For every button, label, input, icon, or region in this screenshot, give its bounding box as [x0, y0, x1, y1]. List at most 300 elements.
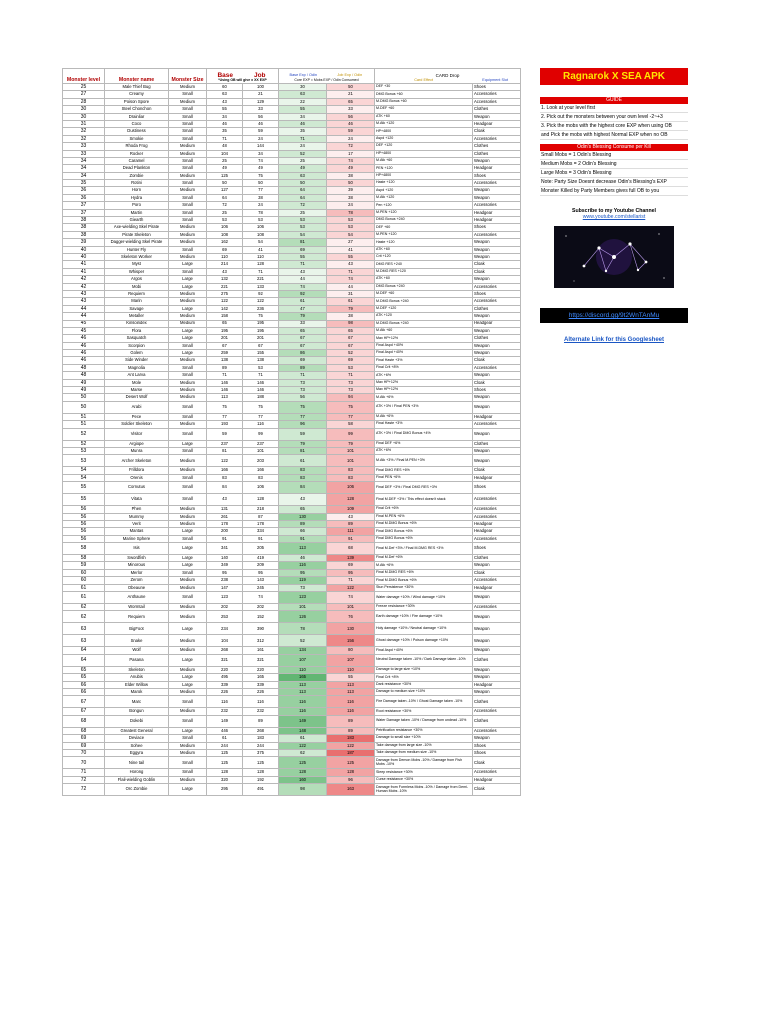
job-exp: 232 — [243, 708, 279, 715]
base-exp: 83 — [207, 474, 243, 481]
table-row — [63, 143, 521, 150]
base-exp: 495 — [207, 674, 243, 681]
monster-level: 65 — [63, 674, 105, 681]
equipment-slot: Weapon — [473, 372, 521, 379]
equipment-slot: Weapon — [473, 674, 521, 681]
monster-size: Medium — [169, 708, 207, 715]
table-row — [63, 513, 521, 520]
equipment-slot: Shoes — [473, 290, 521, 297]
core-job-exp: 83 — [327, 467, 375, 474]
table-row — [63, 635, 521, 647]
monster-name: Visitor — [105, 428, 169, 440]
header-card-top: CARD Drop — [435, 73, 460, 78]
equipment-slot: Weapon — [473, 635, 521, 647]
card-effect: Final M.DMG Bonus +6% — [375, 577, 473, 584]
equipment-slot: Shoes — [473, 172, 521, 179]
equipment-slot: Cloak — [473, 757, 521, 769]
card-effect: M.Atk +120 — [375, 194, 473, 201]
monster-name: Horn — [105, 187, 169, 194]
card-effect: M.PEN +120 — [375, 209, 473, 216]
discord-link[interactable]: https://discord.gg/9t2WnTAnMu — [540, 308, 688, 323]
core-job-exp: 73 — [327, 379, 375, 386]
base-exp: 321 — [207, 654, 243, 666]
monster-size: Large — [169, 562, 207, 569]
monster-level: 52 — [63, 440, 105, 447]
core-base-exp: 30 — [279, 84, 327, 91]
core-job-exp: 116 — [327, 708, 375, 715]
card-effect: Damage from Formless Mobs -10% / Damage from Demi-Human Mobs -10% — [375, 784, 473, 796]
monster-level: 38 — [63, 224, 105, 231]
card-effect: DMG RES +240 — [375, 261, 473, 268]
base-exp: 108 — [207, 231, 243, 238]
table-row — [63, 757, 521, 769]
monster-name: Rhoda Frog — [105, 143, 169, 150]
table-row — [63, 239, 521, 246]
base-exp: 48 — [207, 143, 243, 150]
monster-level: 56 — [63, 535, 105, 542]
core-base-exp: 128 — [279, 769, 327, 776]
base-exp: 146 — [207, 379, 243, 386]
table-row — [63, 467, 521, 474]
monster-name: Vitata — [105, 494, 169, 506]
core-job-exp: 95 — [327, 569, 375, 576]
core-base-exp: 75 — [279, 401, 327, 413]
equipment-slot: Weapon — [473, 276, 521, 283]
core-base-exp: 71 — [279, 135, 327, 142]
table-row — [63, 535, 521, 542]
monster-size: Medium — [169, 520, 207, 527]
card-effect: DEF +120 — [375, 143, 473, 150]
monster-level: 68 — [63, 727, 105, 734]
equipment-slot: Weapon — [473, 350, 521, 357]
monster-name: BigFoot — [105, 623, 169, 635]
job-exp: 209 — [243, 562, 279, 569]
core-base-exp: 22 — [279, 98, 327, 105]
job-exp: 101 — [243, 447, 279, 454]
monster-name: Obeaune — [105, 584, 169, 591]
table-row — [63, 569, 521, 576]
equipment-slot: Weapon — [473, 342, 521, 349]
core-job-exp: 130 — [327, 623, 375, 635]
core-base-exp: 160 — [279, 776, 327, 783]
table-row — [63, 194, 521, 201]
table-row — [63, 180, 521, 187]
job-exp: 106 — [243, 482, 279, 494]
job-exp: 92 — [243, 290, 279, 297]
card-effect: Ghost damage +10% / Poison damage +10% — [375, 635, 473, 647]
monster-name: Marin — [105, 298, 169, 305]
core-job-exp: 38 — [327, 313, 375, 320]
card-effect: Water Damage taken -10% / Damage from undead -10% — [375, 715, 473, 727]
monster-name: Magnolia — [105, 364, 169, 371]
core-job-exp: 24 — [327, 135, 375, 142]
monster-level: 46 — [63, 357, 105, 364]
monster-level: 62 — [63, 604, 105, 611]
job-exp: 89 — [243, 715, 279, 727]
core-job-exp: 128 — [327, 494, 375, 506]
table-row — [63, 106, 521, 113]
table-row — [63, 681, 521, 688]
job-exp: 155 — [243, 350, 279, 357]
job-exp: 192 — [243, 776, 279, 783]
core-job-exp: 56 — [327, 113, 375, 120]
monster-name: Marse — [105, 387, 169, 394]
monster-size: Medium — [169, 421, 207, 428]
monster-name: Elder Willow — [105, 681, 169, 688]
monster-name: Skeleton Worker — [105, 253, 169, 260]
monster-name: Greatest General — [105, 727, 169, 734]
table-row — [63, 113, 521, 120]
job-exp: 87 — [243, 513, 279, 520]
table-row — [63, 428, 521, 440]
monster-level: 60 — [63, 577, 105, 584]
job-exp: 419 — [243, 555, 279, 562]
monster-level: 49 — [63, 387, 105, 394]
core-job-exp: 38 — [327, 194, 375, 201]
core-base-exp: 113 — [279, 689, 327, 696]
equipment-slot: Accessories — [473, 513, 521, 520]
core-base-exp: 35 — [279, 128, 327, 135]
base-exp: 128 — [207, 769, 243, 776]
card-effect: Max HP+12% — [375, 379, 473, 386]
card-effect: ATK +6% — [375, 372, 473, 379]
table-row — [63, 261, 521, 268]
core-job-exp: 122 — [327, 584, 375, 591]
job-exp: 202 — [243, 604, 279, 611]
card-effect: M.DMG Bonus +240 — [375, 298, 473, 305]
monster-level: 42 — [63, 276, 105, 283]
base-exp: 67 — [207, 342, 243, 349]
alternate-sheet-link[interactable]: Alternate Link for this Googlesheet — [563, 337, 664, 343]
base-exp: 71 — [207, 372, 243, 379]
card-effect: Damage to small size +10% — [375, 735, 473, 742]
job-exp: 226 — [243, 689, 279, 696]
job-exp: 75 — [243, 401, 279, 413]
core-base-exp: 83 — [279, 467, 327, 474]
monster-level: 43 — [63, 290, 105, 297]
monster-name: Scorpion — [105, 342, 169, 349]
card-effect: Curse resistance +30% — [375, 776, 473, 783]
base-exp: 106 — [207, 224, 243, 231]
equipment-slot: Weapon — [473, 313, 521, 320]
youtube-link[interactable]: www.youtube.com/stellarist — [582, 214, 646, 220]
core-base-exp: 83 — [279, 474, 327, 481]
card-effect: Pen +120 — [375, 202, 473, 209]
card-effect: DMG Bonus +240 — [375, 217, 473, 224]
job-exp: 46 — [243, 120, 279, 127]
job-exp: 41 — [243, 246, 279, 253]
base-exp: 64 — [207, 194, 243, 201]
equipment-slot: Weapon — [473, 735, 521, 742]
base-exp: 59 — [207, 428, 243, 440]
card-effect: M.Atk +6% — [375, 562, 473, 569]
monster-name: Orc Zombie — [105, 784, 169, 796]
header-card-effect: Card Effect — [414, 78, 434, 82]
table-row — [63, 455, 521, 467]
table-row — [63, 494, 521, 506]
base-exp: 140 — [207, 555, 243, 562]
job-exp: 67 — [243, 342, 279, 349]
monster-level: 37 — [63, 202, 105, 209]
monster-level: 41 — [63, 261, 105, 268]
monster-level: 48 — [63, 372, 105, 379]
header-core-top: Base Exp / Odin — [289, 73, 317, 77]
job-exp: 312 — [243, 635, 279, 647]
core-job-exp: 111 — [327, 528, 375, 535]
monster-name: Axe-wielding Skel Pirate — [105, 224, 169, 231]
base-exp: 244 — [207, 742, 243, 749]
monster-level: 52 — [63, 428, 105, 440]
job-exp: 116 — [243, 421, 279, 428]
equipment-slot: Accessories — [473, 202, 521, 209]
monster-size: Small — [169, 413, 207, 420]
job-exp: 166 — [243, 467, 279, 474]
table-row — [63, 735, 521, 742]
card-effect: M.DMG Bonus +240 — [375, 320, 473, 327]
equipment-slot: Weapon — [473, 562, 521, 569]
equipment-slot: Headgear — [473, 528, 521, 535]
table-row — [63, 276, 521, 283]
table-row — [63, 623, 521, 635]
core-base-exp: 44 — [279, 276, 327, 283]
job-exp: 221 — [243, 276, 279, 283]
monster-level: 62 — [63, 611, 105, 623]
core-base-exp: 63 — [279, 91, 327, 98]
core-job-exp: 41 — [327, 246, 375, 253]
job-exp: 390 — [243, 623, 279, 635]
core-job-exp: 72 — [327, 143, 375, 150]
table-row — [63, 187, 521, 194]
card-effect: Damage to medium size +10% — [375, 689, 473, 696]
table-row — [63, 217, 521, 224]
base-exp: 55 — [207, 106, 243, 113]
core-base-exp: 71 — [279, 261, 327, 268]
monster-name: Coco — [105, 120, 169, 127]
monster-name: Caramel — [105, 157, 169, 164]
monster-size: Small — [169, 268, 207, 275]
base-exp: 261 — [207, 513, 243, 520]
monster-size: Medium — [169, 224, 207, 231]
monster-size: Large — [169, 276, 207, 283]
core-job-exp: 68 — [327, 543, 375, 555]
monster-name: Cornutus — [105, 482, 169, 494]
core-job-exp: 55 — [327, 253, 375, 260]
core-job-exp: 156 — [327, 635, 375, 647]
job-exp: 83 — [243, 474, 279, 481]
guide-header: GUIDE — [540, 97, 688, 104]
monster-name: Myst — [105, 261, 169, 268]
monster-name: Desert Wolf — [105, 394, 169, 401]
equipment-slot: Accessories — [473, 91, 521, 98]
base-exp: 77 — [207, 413, 243, 420]
monster-level: 34 — [63, 165, 105, 172]
monster-name: Metaller — [105, 313, 169, 320]
job-exp: 178 — [243, 520, 279, 527]
base-exp: 25 — [207, 157, 243, 164]
equipment-slot: Accessories — [473, 421, 521, 428]
base-exp: 259 — [207, 350, 243, 357]
monster-level: 40 — [63, 253, 105, 260]
monster-level: 50 — [63, 401, 105, 413]
monster-size: Medium — [169, 584, 207, 591]
equipment-slot: Headgear — [473, 209, 521, 216]
base-exp: 226 — [207, 689, 243, 696]
core-job-exp: 53 — [327, 224, 375, 231]
monster-level: 38 — [63, 231, 105, 238]
base-exp: 202 — [207, 604, 243, 611]
monster-name: Flail-wielding Goblin — [105, 776, 169, 783]
blessing-header: Odin's Blessing Consume per Kill — [540, 144, 688, 151]
table-row — [63, 482, 521, 494]
header-size: Monster Size — [169, 69, 207, 84]
core-job-exp: 33 — [327, 106, 375, 113]
monster-name: Minorous — [105, 562, 169, 569]
core-job-exp: 44 — [327, 283, 375, 290]
core-job-exp: 50 — [327, 84, 375, 91]
card-effect: Final DMG RES +6% — [375, 467, 473, 474]
core-job-exp: 17 — [327, 150, 375, 157]
card-effect: Take damage from large size -10% — [375, 742, 473, 749]
monster-size: Small — [169, 135, 207, 142]
table-row — [63, 387, 521, 394]
monster-level: 56 — [63, 528, 105, 535]
equipment-slot: Weapon — [473, 689, 521, 696]
card-effect: Earth damage +10% / Fire damage +10% — [375, 611, 473, 623]
monster-size: Medium — [169, 387, 207, 394]
equipment-slot: Headgear — [473, 584, 521, 591]
table-row — [63, 157, 521, 164]
core-job-exp: 94 — [327, 394, 375, 401]
card-effect: ATK +3% / Final DMG Bonus +4% — [375, 428, 473, 440]
core-base-exp: 69 — [279, 246, 327, 253]
core-base-exp: 116 — [279, 696, 327, 708]
blessing-line: Monster Killed by Party Members gives full OB to you — [540, 187, 688, 196]
monster-size: Large — [169, 283, 207, 290]
monster-name: Flora — [105, 327, 169, 334]
core-job-exp: 54 — [327, 231, 375, 238]
header-card — [375, 69, 521, 84]
core-base-exp: 46 — [279, 555, 327, 562]
card-effect: DMG Bonus +60 — [375, 91, 473, 98]
monster-level: 69 — [63, 742, 105, 749]
monster-size: Large — [169, 305, 207, 312]
monster-size: Large — [169, 335, 207, 342]
monster-level: 33 — [63, 143, 105, 150]
core-job-exp: 31 — [327, 290, 375, 297]
core-base-exp: 123 — [279, 592, 327, 604]
job-exp: 334 — [243, 528, 279, 535]
equipment-slot: Headgear — [473, 413, 521, 420]
equipment-slot: Clothes — [473, 654, 521, 666]
monster-name: Savage — [105, 305, 169, 312]
base-exp: 132 — [207, 276, 243, 283]
monster-level: 51 — [63, 421, 105, 428]
core-job-exp: 71 — [327, 268, 375, 275]
table-row — [63, 769, 521, 776]
job-exp: 59 — [243, 128, 279, 135]
monster-level: 27 — [63, 91, 105, 98]
base-exp: 125 — [207, 172, 243, 179]
monster-name: Isis — [105, 543, 169, 555]
monster-table — [62, 68, 521, 796]
equipment-slot: Weapon — [473, 611, 521, 623]
base-exp: 339 — [207, 681, 243, 688]
monster-size: Small — [169, 715, 207, 727]
base-exp: 341 — [207, 543, 243, 555]
monster-level: 41 — [63, 268, 105, 275]
core-base-exp: 73 — [279, 379, 327, 386]
monster-level: 46 — [63, 350, 105, 357]
core-job-exp: 101 — [327, 447, 375, 454]
core-job-exp: 21 — [327, 91, 375, 98]
monster-level: 34 — [63, 172, 105, 179]
monster-level: 60 — [63, 569, 105, 576]
job-exp: 33 — [243, 106, 279, 113]
core-job-exp: 53 — [327, 217, 375, 224]
core-job-exp: 65 — [327, 98, 375, 105]
core-base-exp: 73 — [279, 584, 327, 591]
monster-level: 51 — [63, 413, 105, 420]
table-row — [63, 584, 521, 591]
monster-name: Arabi — [105, 401, 169, 413]
monster-size: Small — [169, 696, 207, 708]
monster-size: Small — [169, 569, 207, 576]
core-job-exp: 43 — [327, 261, 375, 268]
monster-level: 70 — [63, 757, 105, 769]
table-row — [63, 689, 521, 696]
core-base-exp: 65 — [279, 327, 327, 334]
card-effect: M.Atk +60 — [375, 327, 473, 334]
job-exp: 195 — [243, 327, 279, 334]
monster-name: Phen — [105, 506, 169, 513]
equipment-slot: Weapon — [473, 428, 521, 440]
monster-level: 45 — [63, 327, 105, 334]
core-base-exp: 91 — [279, 535, 327, 542]
card-effect: ATK +3% / Final PEN +3% — [375, 401, 473, 413]
monster-size: Small — [169, 372, 207, 379]
core-job-exp: 43 — [327, 513, 375, 520]
job-exp: 188 — [243, 394, 279, 401]
base-exp: 25 — [207, 209, 243, 216]
monster-name: Nine tail — [105, 757, 169, 769]
card-effect: Final Crit +8% — [375, 674, 473, 681]
core-base-exp: 95 — [279, 569, 327, 576]
base-exp: 75 — [207, 401, 243, 413]
monster-name: Male Thief Bug — [105, 84, 169, 91]
card-effect: Final PEN +6% — [375, 474, 473, 481]
table-row — [63, 91, 521, 98]
table-row — [63, 372, 521, 379]
equipment-slot: Weapon — [473, 647, 521, 654]
card-effect: Final Haste +3% — [375, 357, 473, 364]
card-effect: Final DEF +3% / Final DMG RES +3% — [375, 482, 473, 494]
monster-size: Medium — [169, 98, 207, 105]
core-base-exp: 61 — [279, 298, 327, 305]
base-exp: 195 — [207, 327, 243, 334]
core-job-exp: 183 — [327, 735, 375, 742]
monster-name: Anthaune — [105, 592, 169, 604]
base-exp: 71 — [207, 135, 243, 142]
guide-line: 3. Pick the mobs with the highest core EXP when using OB — [540, 122, 688, 131]
card-effect: PEN +120 — [375, 165, 473, 172]
card-effect: Final DMG Bonus +6% — [375, 528, 473, 535]
equipment-slot: Headgear — [473, 165, 521, 172]
monster-size: Medium — [169, 187, 207, 194]
table-row — [63, 447, 521, 454]
job-exp: 203 — [243, 455, 279, 467]
core-base-exp: 53 — [279, 224, 327, 231]
job-exp: 491 — [243, 784, 279, 796]
